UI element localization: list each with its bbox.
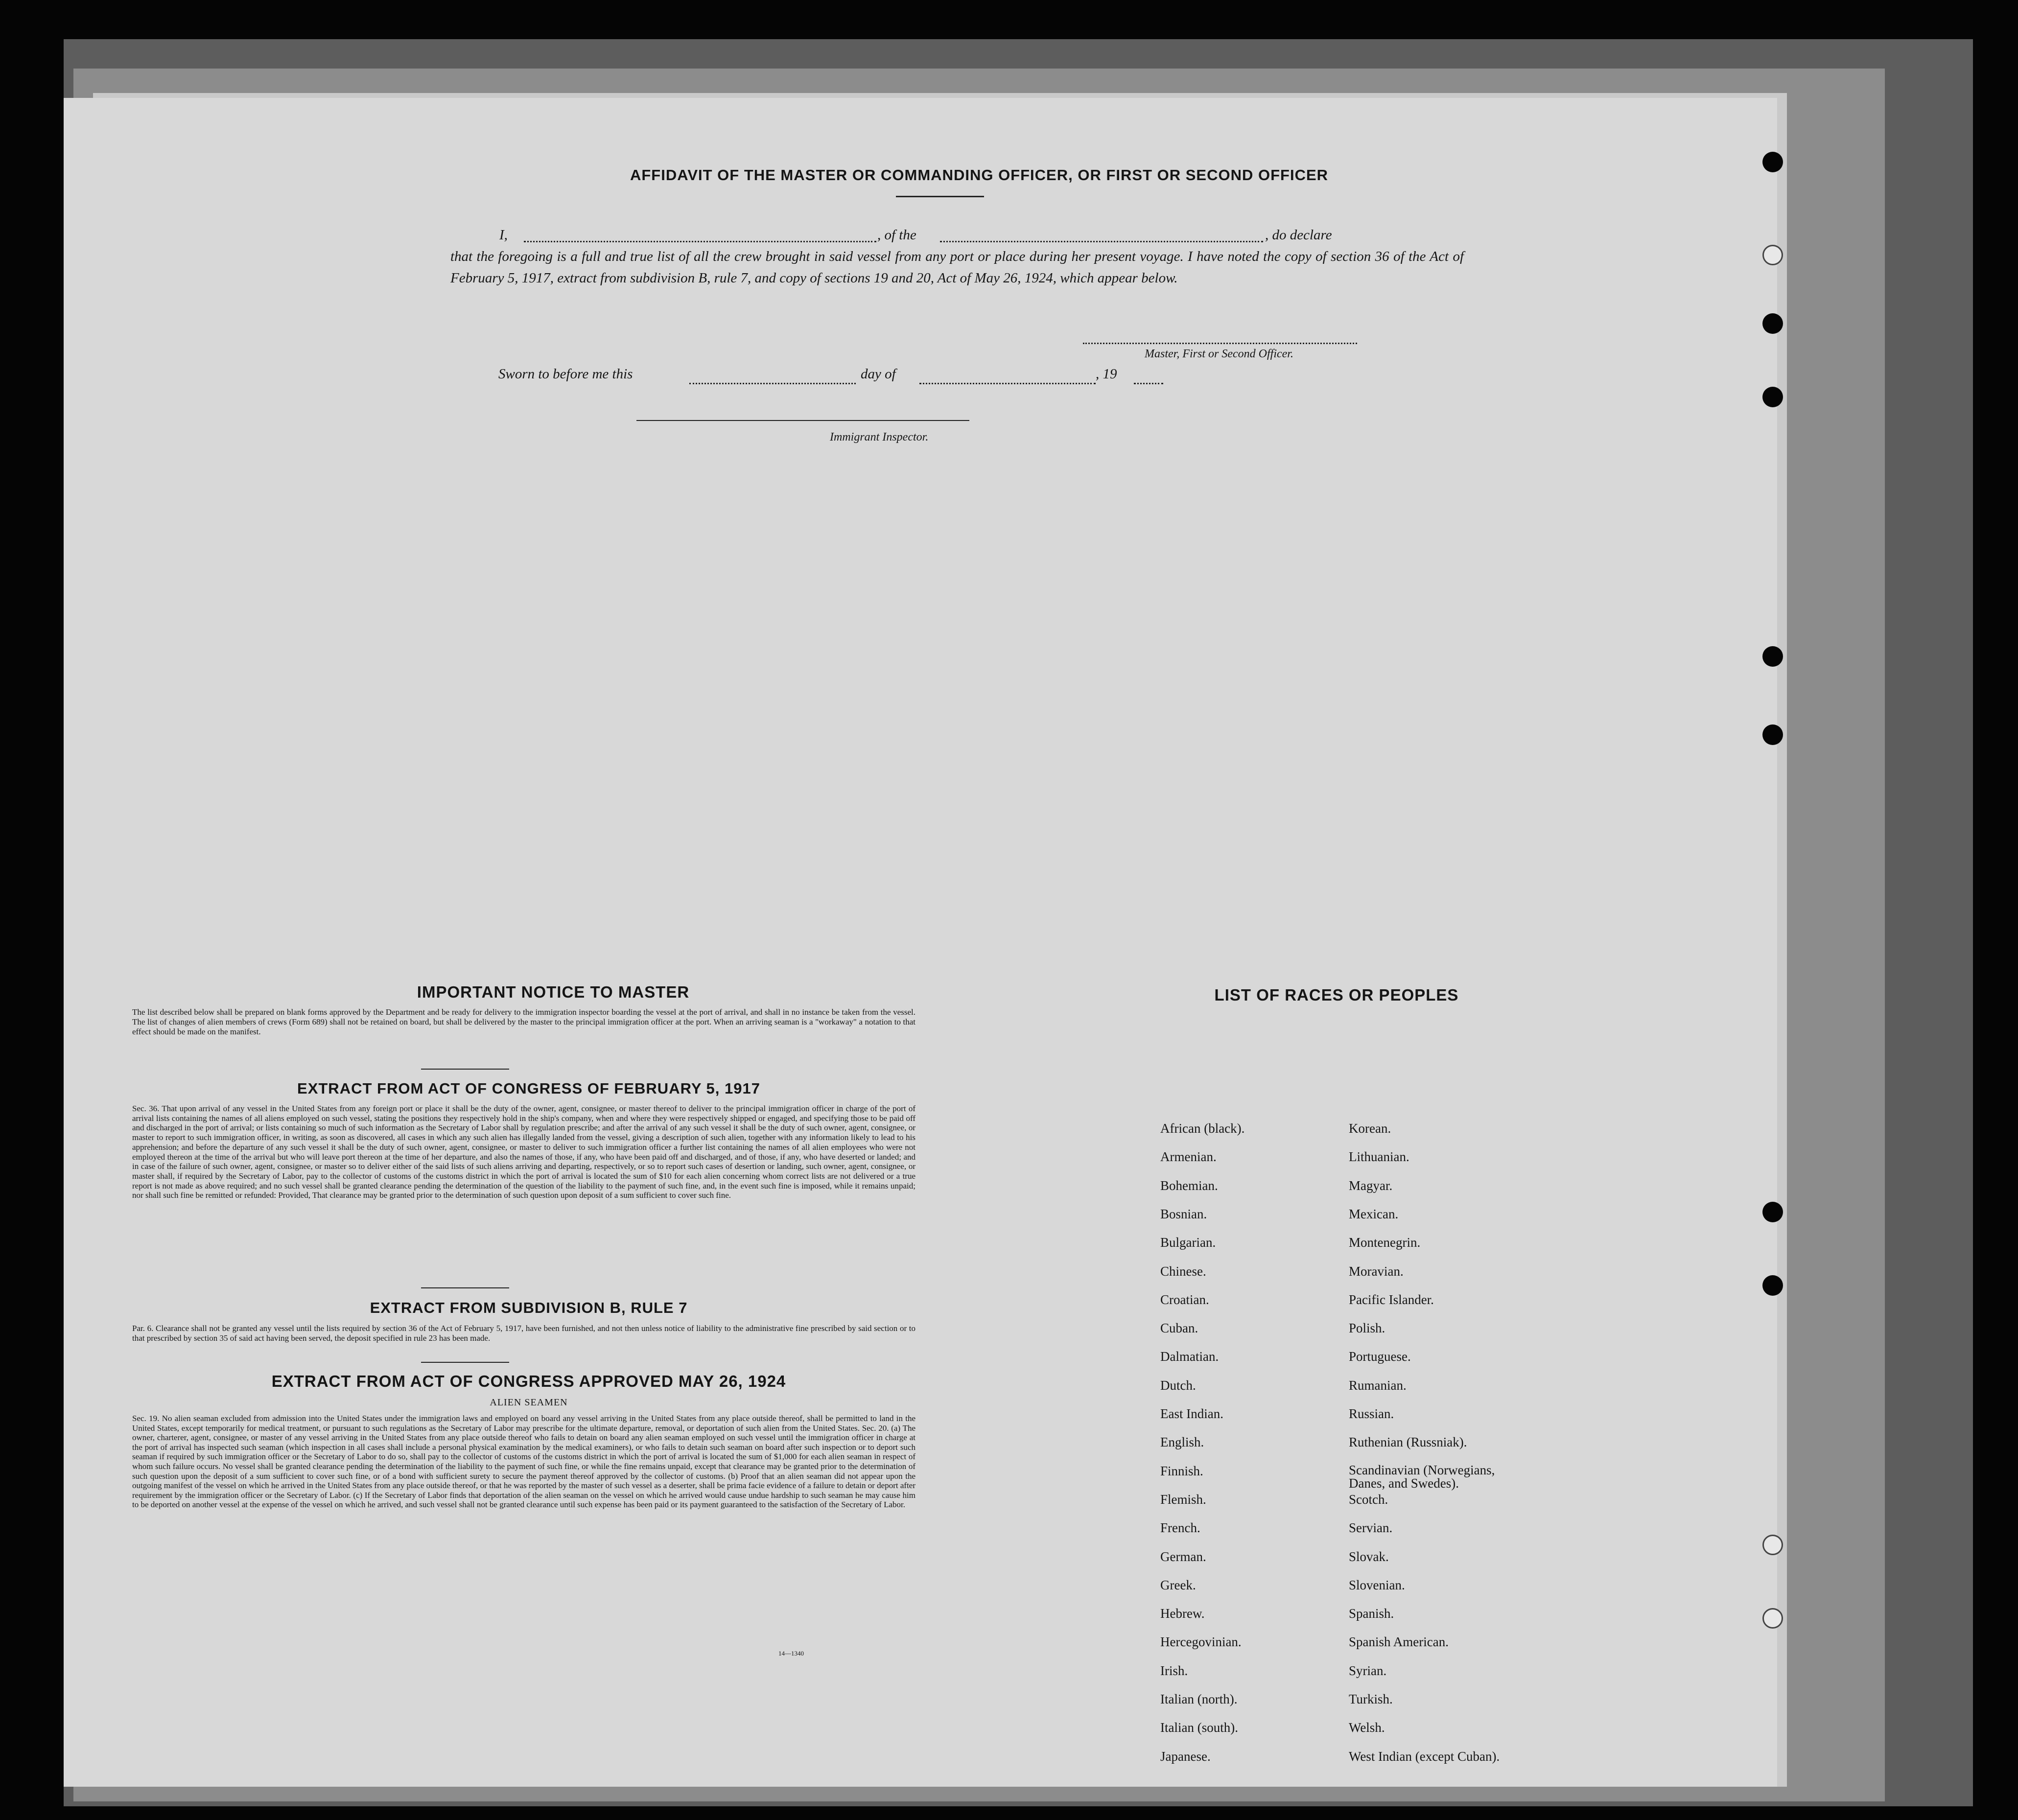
race-item: Slovak. bbox=[1349, 1549, 1389, 1564]
race-item: Spanish. bbox=[1349, 1606, 1394, 1621]
binder-hole bbox=[1762, 646, 1783, 667]
race-item: Dutch. bbox=[1160, 1377, 1196, 1393]
race-item: Mexican. bbox=[1349, 1206, 1399, 1221]
binder-hole bbox=[1762, 1535, 1783, 1555]
race-item: Montenegrin. bbox=[1349, 1235, 1421, 1250]
declaration-do-declare-label: , do declare bbox=[1265, 227, 1332, 243]
races-title: LIST OF RACES OR PEOPLES bbox=[1214, 986, 1459, 1004]
master-signature-label: Master, First or Second Officer. bbox=[1145, 348, 1293, 360]
vessel-field[interactable] bbox=[940, 241, 1263, 242]
race-item: Turkish. bbox=[1349, 1692, 1393, 1706]
race-item: Polish. bbox=[1349, 1321, 1385, 1336]
form-number: 14—1340 bbox=[778, 1650, 804, 1657]
race-item: Servian. bbox=[1349, 1520, 1393, 1536]
race-item: Cuban. bbox=[1160, 1321, 1198, 1336]
race-item: East Indian. bbox=[1160, 1406, 1223, 1421]
sworn-prefix: Sworn to before me this bbox=[498, 366, 633, 382]
race-item: English. bbox=[1160, 1435, 1204, 1450]
race-item: Pacific Islander. bbox=[1349, 1292, 1434, 1307]
binder-hole bbox=[1762, 724, 1783, 745]
race-item: Bulgarian. bbox=[1160, 1235, 1216, 1250]
sworn-year: , 19 bbox=[1096, 366, 1117, 382]
binder-hole bbox=[1762, 1202, 1783, 1222]
sworn-month-field[interactable] bbox=[919, 383, 1096, 384]
race-item: Hebrew. bbox=[1160, 1606, 1205, 1621]
race-item: Magyar. bbox=[1349, 1178, 1393, 1193]
name-field[interactable] bbox=[524, 241, 876, 242]
sworn-line bbox=[498, 366, 1184, 391]
inspector-signature-label: Immigrant Inspector. bbox=[830, 431, 929, 443]
sworn-year-field[interactable] bbox=[1134, 383, 1163, 384]
binder-hole bbox=[1762, 152, 1783, 172]
race-item: Welsh. bbox=[1349, 1720, 1385, 1735]
notice-title: IMPORTANT NOTICE TO MASTER bbox=[417, 983, 690, 1001]
race-item: Moravian. bbox=[1349, 1263, 1404, 1279]
declaration-body: that the foregoing is a full and true list of all the crew brought in said vessel from any port or place during her present voyage. I have noted the copy of section 36 of the Act of February 5, 1917, extract from subdivision B, rule 7, and copy of sections 19 and 20, Act of May 26, 1924, which appear below. bbox=[450, 249, 1464, 286]
race-item: Portuguese. bbox=[1349, 1349, 1411, 1364]
race-item: Greek. bbox=[1160, 1577, 1196, 1592]
extract-1917-rule bbox=[421, 1287, 509, 1288]
binder-hole bbox=[1762, 1275, 1783, 1296]
race-item: German. bbox=[1160, 1549, 1206, 1564]
race-item: Dalmatian. bbox=[1160, 1349, 1219, 1364]
race-item: Hercegovinian. bbox=[1160, 1634, 1242, 1650]
notice-body: The list described below shall be prepared on blank forms approved by the Department and be ready for delivery to the immigration inspector boarding the vessel at the port of arrival, and shall in no instance be taken from the vessel. The list of changes of alien members of crews (Form 689) shall not be retained on board, but shall be delivered by the master to the principal immigration officer at the port. When an arriving seaman is a "workaway" a notation to that effect should be made on the manifest. bbox=[132, 1007, 915, 1036]
extract-1924-subtitle: ALIEN SEAMEN bbox=[490, 1397, 568, 1408]
binder-hole bbox=[1762, 245, 1783, 265]
race-item: African (black). bbox=[1160, 1121, 1245, 1136]
document-page bbox=[64, 98, 1777, 1787]
extract-rule7-body: Par. 6. Clearance shall not be granted any vessel until the lists required by section 36 of the Act of February 5, 1917, have been furnished, and not then unless notice of liability to the administrative fine prescribed by said section or to that prescribed by section 35 of said act having been served, the deposit specified in rule 23 has been made. bbox=[132, 1324, 915, 1343]
declaration-i-label: I, bbox=[499, 227, 508, 243]
race-item: Scotch. bbox=[1349, 1492, 1388, 1507]
inspector-signature-line[interactable] bbox=[636, 420, 969, 421]
binder-hole bbox=[1762, 1608, 1783, 1629]
extract-rule7-rule bbox=[421, 1362, 509, 1363]
race-item: Spanish American. bbox=[1349, 1634, 1449, 1650]
affidavit-title: AFFIDAVIT OF THE MASTER OR COMMANDING OFFICER, OR FIRST OR SECOND OFFICER bbox=[630, 166, 1329, 184]
race-item: West Indian (except Cuban). bbox=[1349, 1749, 1500, 1764]
race-item: Bohemian. bbox=[1160, 1178, 1218, 1193]
race-item: Slovenian. bbox=[1349, 1577, 1405, 1592]
master-signature-line[interactable] bbox=[1083, 343, 1357, 344]
race-item: Bosnian. bbox=[1160, 1206, 1207, 1221]
declaration-of-the-label: , of the bbox=[877, 227, 916, 243]
race-item: Irish. bbox=[1160, 1663, 1188, 1678]
extract-1924-title: EXTRACT FROM ACT OF CONGRESS APPROVED MAY 26, 1924 bbox=[271, 1372, 786, 1390]
extract-1924-body: Sec. 19. No alien seaman excluded from admission into the United States under the immigration laws and employed on board any vessel arriving in the United States from any place outside thereof, shall be permitted to land in the United States, except temporarily for medical treatment, or pursuant to such regulations as the Secretary of Labor may prescribe for the ultimate departure, removal, or deportation of such alien from the United States. Sec. 20. (a) The owner, charterer, agent, consignee, or master of any vessel arriving in the United States from any place outside thereof who fails to detain on board any alien seaman employed on such vessel until the immigration officer in charge at the port of arrival has inspected such seaman (which inspection in all cases shall include a personal physical examination by the medical examiners), or who fails to detain such seaman on board after such inspection or to deport such seaman if required by such immigration officer or the Secretary of Labor to do so, shall pay to the collector of customs of the customs district in which the port of arrival is located the sum of $1,000 for each alien seaman in respect of whom such failure occurs. No vessel shall be granted clearance pending the determination of the liability to the payment of such fine, or while the fine remains unpaid, except that clearance may be granted prior to the determination of such question upon the deposit of a sum sufficient to cover such fine, or of a bond with sufficient surety to secure the payment thereof approved by the collector of customs. (b) Proof that an alien seaman did not appear upon the outgoing manifest of the vessel on which he arrived in the United States from any place outside thereof, or that he was reported by the master of such vessel as a deserter, shall be prima facie evidence of a failure to detain or deport after requirement by the immigration officer or the Secretary of Labor. (c) If the Secretary of Labor finds that deportation of the alien seaman on the vessel on which he arrived would cause undue hardship to such seaman he may cause him to be deported on another vessel at the expense of the vessel on which he arrived, and such vessel shall not be granted clearance until such expense has been paid or its payment guaranteed to the satisfaction of the Secretary of Labor. bbox=[132, 1414, 915, 1510]
race-item: French. bbox=[1160, 1520, 1200, 1536]
race-item: Flemish. bbox=[1160, 1492, 1206, 1507]
race-item: Russian. bbox=[1349, 1406, 1394, 1421]
race-item: Scandinavian (Norwegians, Danes, and Swedes). bbox=[1349, 1462, 1495, 1491]
race-item: Rumanian. bbox=[1349, 1377, 1407, 1393]
extract-rule7-title: EXTRACT FROM SUBDIVISION B, RULE 7 bbox=[370, 1299, 688, 1316]
extract-1917-body: Sec. 36. That upon arrival of any vessel in the United States from any foreign port or place it shall be the duty of the owner, agent, consignee, or master thereof to deliver to the principal immigration officer in charge of the port of arrival lists containing the names of all aliens employed on such vessel, stating the positions they respectively hold in the ship's company, when and where they were respectively shipped or engaged, and specifying those to be paid off and discharged in the port of arrival; or lists containing so much of such information as the Secretary of Labor shall by regulation prescribe; and after the arrival of any such vessel it shall be the duty of such owner, agent, consignee, or master to report to such immigration officer, in writing, as soon as discovered, all cases in which any such alien has illegally landed from the vessel, giving a description of such alien, together with any information likely to lead to his apprehension; and before the departure of any such vessel it shall be the duty of such owner, agent, consignee, or master to deliver to such immigration officer a further list containing the names of all alien employees who were not employed thereon at the time of the arrival but who will leave port thereon at the time of her departure, and also the names of those, if any, who have been paid off and discharged, and of those, if any, who have deserted or landed; and in case of the failure of such owner, agent, consignee, or master so to deliver either of the said lists of such aliens arriving and departing, respectively, or so to report such cases of desertion or landing, such owner, agent, consignee, or master shall, if required by the Secretary of Labor, pay to the collector of customs of the customs district in which the port of arrival is located the sum of $10 for each alien concerning whom correct lists are not delivered or a true report is not made as above required; and no such vessel shall be granted clearance pending the determination of the question of the liability to the payment of such fine, and, in the event such fine is imposed, while it remains unpaid; nor shall such fine be remitted or refunded: Provided, That clearance may be granted prior to the determination of such question upon deposit of a sum sufficient to cover such fine. bbox=[132, 1104, 915, 1200]
race-item: Ruthenian (Russniak). bbox=[1349, 1435, 1467, 1450]
notice-rule bbox=[421, 1069, 509, 1070]
race-item: Italian (south). bbox=[1160, 1720, 1238, 1735]
race-item: Armenian. bbox=[1160, 1149, 1217, 1165]
race-item: Lithuanian. bbox=[1349, 1149, 1409, 1165]
race-item: Japanese. bbox=[1160, 1749, 1211, 1764]
binder-hole bbox=[1762, 313, 1783, 334]
sworn-date-field[interactable] bbox=[689, 383, 856, 384]
race-item: Italian (north). bbox=[1160, 1692, 1238, 1706]
title-rule bbox=[896, 196, 984, 197]
extract-1917-title: EXTRACT FROM ACT OF CONGRESS OF FEBRUARY 5, 1917 bbox=[297, 1080, 760, 1097]
sworn-day-of: day of bbox=[861, 366, 896, 382]
binder-hole bbox=[1762, 387, 1783, 407]
race-item: Finnish. bbox=[1160, 1463, 1203, 1478]
race-item: Chinese. bbox=[1160, 1263, 1206, 1279]
affidavit-declaration bbox=[450, 224, 1464, 289]
race-item: Croatian. bbox=[1160, 1292, 1209, 1307]
race-item: Korean. bbox=[1349, 1121, 1391, 1136]
race-item: Syrian. bbox=[1349, 1663, 1387, 1678]
